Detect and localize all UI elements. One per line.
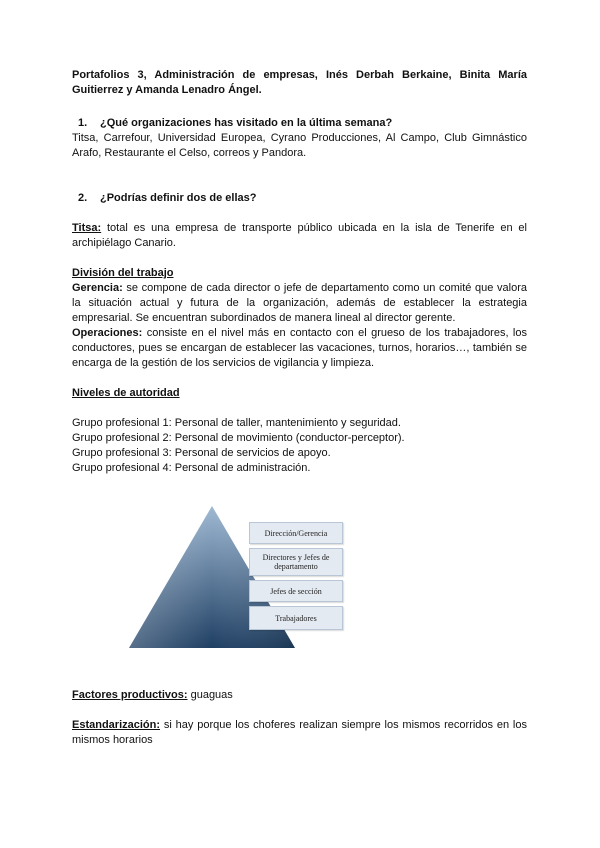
question-2 — [72, 191, 527, 206]
factores-text: guaguas — [187, 689, 233, 701]
niveles-list — [72, 416, 527, 476]
operaciones-paragraph — [72, 326, 527, 371]
answer-1: Titsa, Carrefour, Universidad Europea, Cyrano Producciones, Al Campo, Club Gimnástico Arafo, Restaurante el Celso, correos y Pandora. — [72, 132, 527, 159]
estandarizacion-text: si hay porque los choferes realizan siempre los mismos recorridos en los mismos horarios — [72, 719, 527, 746]
niveles-heading: Niveles de autoridad — [72, 387, 180, 399]
niveles-item: Grupo profesional 3: Personal de servicios de apoyo. — [72, 447, 331, 459]
niveles-item: Grupo profesional 1: Personal de taller, mantenimiento y seguridad. — [72, 417, 401, 429]
pyramid-level-3: Jefes de sección — [249, 580, 343, 602]
document-title: Portafolios 3, Administración de empresas, Inés Derbah Berkaine, Binita María Guitierrez y Amanda Lenadro Ángel. — [72, 69, 527, 96]
question-1 — [72, 116, 527, 131]
operaciones-label: Operaciones: — [72, 327, 143, 339]
pyramid-level-1: Dirección/Gerencia — [249, 522, 343, 544]
document-page — [72, 68, 527, 748]
estandarizacion-paragraph — [72, 718, 527, 748]
pyramid-level-4: Trabajadores — [249, 606, 343, 630]
niveles-item: Grupo profesional 4: Personal de administración. — [72, 462, 311, 474]
niveles-item: Grupo profesional 2: Personal de movimiento (conductor-perceptor). — [72, 432, 405, 444]
gerencia-label: Gerencia: — [72, 282, 123, 294]
question-1-text: ¿Qué organizaciones has visitado en la última semana? — [100, 117, 393, 129]
question-1-number: 1. — [78, 117, 88, 129]
factores-label: Factores productivos: — [72, 689, 188, 701]
estandarizacion-label: Estandarización: — [72, 719, 161, 731]
gerencia-paragraph — [72, 281, 527, 326]
titsa-label: Titsa: — [72, 222, 102, 234]
pyramid-level-2: Directores y Jefes de departamento — [249, 548, 343, 576]
operaciones-text: consiste en el nivel más en contacto con el grueso de los trabajadores, los conductores, pues se encargan de establecer las vacaciones, turnos, horarios…, también se encarga de la gestión de los servicios de vigilancia y limpieza. — [72, 327, 527, 369]
gerencia-text: se compone de cada director o jefe de departamento como un comité que valora la situación actual y futura de la organización, además de establecer la estrategia empresarial. Se encuentran subordinados de manera lineal al director gerente. — [72, 282, 527, 324]
titsa-text: total es una empresa de transporte público ubicada en la isla de Tenerife en el archipiélago Canario. — [72, 222, 527, 249]
hierarchy-pyramid — [127, 504, 357, 654]
division-heading: División del trabajo — [72, 267, 174, 279]
factores-paragraph — [72, 688, 527, 703]
question-2-text: ¿Podrías definir dos de ellas? — [100, 192, 257, 204]
question-2-number: 2. — [78, 192, 88, 204]
titsa-paragraph — [72, 221, 527, 251]
